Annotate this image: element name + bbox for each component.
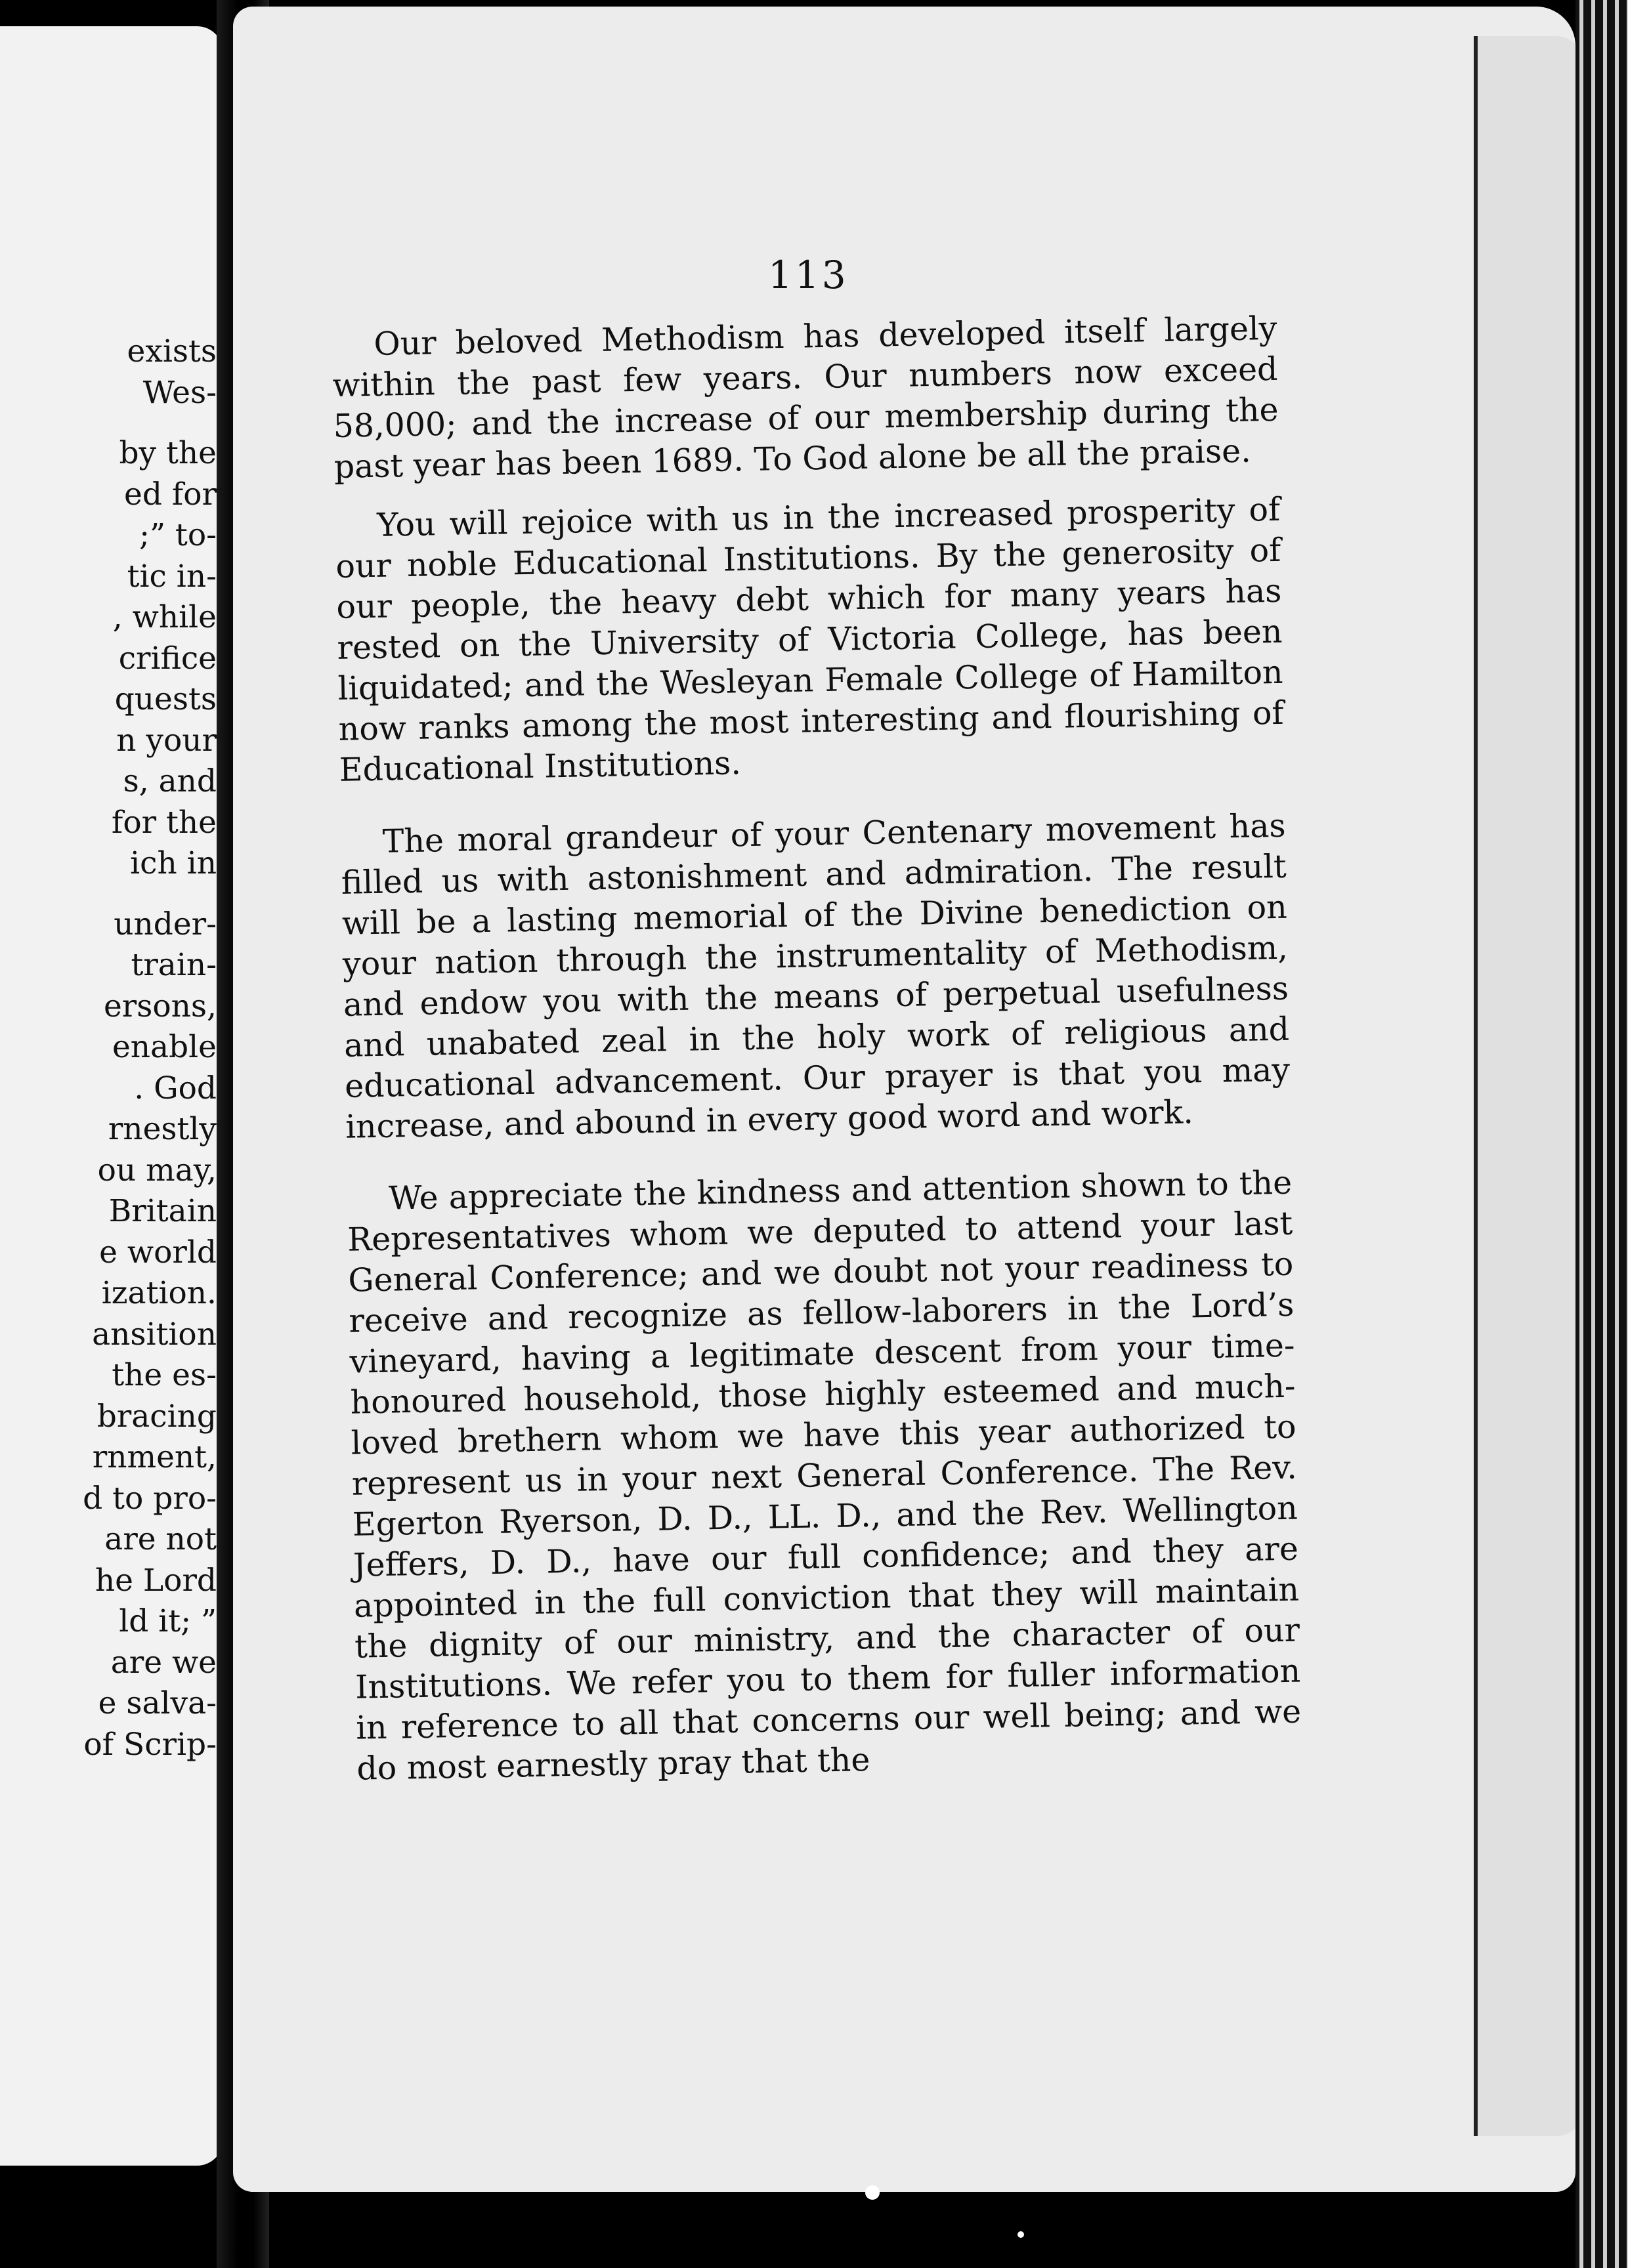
left-line-gap <box>0 885 217 904</box>
left-line: he Lord <box>95 1562 217 1599</box>
left-line-gap <box>0 413 217 433</box>
left-line: ization. <box>101 1275 217 1311</box>
left-line: Wes- <box>142 374 217 411</box>
left-line: tic in- <box>127 558 217 595</box>
left-line: enable <box>112 1029 217 1065</box>
left-line: quests <box>114 681 217 717</box>
left-line: ansition <box>92 1316 217 1353</box>
paragraph-educational-institutions: You will rejoice with us in the increased prosperity of our noble Educational Institutions. By the generosity of our people, the heavy debt which for many years has rested on the University of Victoria College, has been liquidated; and the Wesleyan Female College of Hamilton now ranks among the most interesting and flourishing of Educational Institutions. <box>335 490 1285 789</box>
left-line: ed for <box>124 476 217 513</box>
left-facing-page <box>0 26 223 2166</box>
left-line: . God <box>134 1070 217 1106</box>
left-line: under- <box>114 906 217 942</box>
left-line: are we <box>110 1644 217 1681</box>
scan-dust-speck <box>865 2185 880 2200</box>
stacked-page-edges <box>1575 0 1628 2268</box>
left-line: d to pro- <box>83 1480 217 1517</box>
left-line: ersons, <box>103 988 217 1024</box>
left-line: of Scrip- <box>83 1726 217 1763</box>
left-line: are not <box>104 1521 217 1557</box>
left-line: ich in <box>130 845 217 881</box>
left-line: ou may, <box>97 1152 217 1188</box>
left-line: Britain <box>108 1193 217 1229</box>
left-line: ld it; ” <box>119 1603 217 1639</box>
left-line: rnestly <box>108 1111 217 1147</box>
paragraph-representatives: We appreciate the kindness and attention shown to the Representatives whom we deputed to attend your last General Conference; and we doubt not your readiness to receive and recognize as fellow-laborers in the Lord’s vineyard, having a legitimate descent from your time-honoured household, those highly esteemed and much-loved brethern whom we have this year authorized to represent us in your next General Conference. The Rev. Egerton Ryerson, D. D., LL. D., and the Rev. Wellington Jeffers, D. D., have our full confidence; and they are appointed in the full conviction that they will maintain the dignity of our ministry, and the character of our Institutions. We refer you to them for fuller information in reference to all that concerns our well being; and we do most earnestly pray that the <box>347 1164 1302 1788</box>
left-line: train- <box>131 947 217 983</box>
left-line: exists <box>127 333 217 369</box>
body-text <box>332 308 1302 1808</box>
left-page-text <box>0 331 217 1765</box>
left-line: s, and <box>123 763 217 799</box>
left-line: by the <box>119 435 217 471</box>
left-line: bracing <box>96 1398 217 1435</box>
left-line: ;” to- <box>139 517 217 553</box>
left-line: rnment, <box>92 1439 217 1475</box>
page-inner-edge <box>1474 36 1583 2136</box>
page-number: 113 <box>768 253 849 297</box>
left-line: the es- <box>112 1357 217 1393</box>
left-line: e salva- <box>98 1685 217 1721</box>
scan-dust-speck <box>1018 2231 1024 2238</box>
left-line: e world <box>99 1234 217 1270</box>
left-line: , while <box>112 599 217 635</box>
left-line: for the <box>111 804 217 841</box>
paragraph-centenary-movement: The moral grandeur of your Centenary movement has filled us with astonishment and admiration. The result will be a lasting memorial of the Divine benediction on your nation through the instrumentality of Methodism, and endow you with the means of perpetual usefulness and unabated zeal in the holy work of religious and educational advancement. Our prayer is that you may increase, and abound in every good word and work. <box>341 807 1291 1146</box>
left-line: n your <box>116 722 217 759</box>
left-line: crifice <box>118 640 217 677</box>
paragraph-methodism-growth: Our beloved Methodism has developed itself largely within the past few years. Our numbers now exceed 58,000; and the increase of our membership during the past year has been 1689. To God alone be all the praise. <box>332 309 1279 486</box>
